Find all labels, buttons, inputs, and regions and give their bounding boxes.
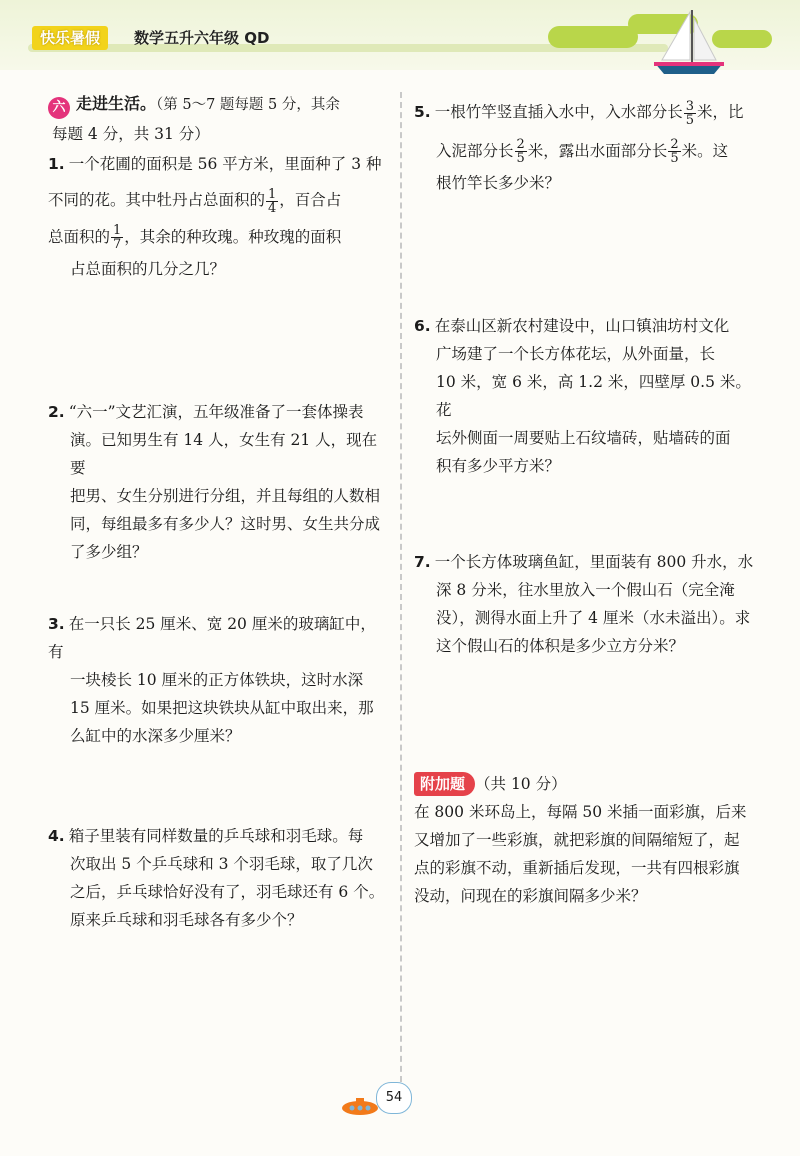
question-text: 米，露出水面部分长 <box>527 141 668 160</box>
question-text: 一个长方体玻璃鱼缸，里面装有 800 升水，水 <box>434 553 754 571</box>
extra-question <box>414 770 760 910</box>
question-4 <box>48 822 390 934</box>
question-number: 3. <box>48 615 65 633</box>
question-text: ，其余的种玫瑰。种玫瑰的面积 <box>124 227 342 246</box>
section-note: （第 5～7 题每题 5 分，其余 <box>156 97 340 113</box>
section-title: 走进生活。 <box>76 94 157 113</box>
question-text: 入泥部分长 <box>436 141 514 160</box>
question-text: ，百合占 <box>279 191 342 209</box>
question-text: 在泰山区新农村建设中，山口镇油坊村文化 <box>434 317 730 335</box>
fraction: $\frac{1}{7}$ <box>113 223 122 252</box>
question-text: 箱子里装有同样数量的乒乓球和羽毛球。每 <box>68 827 364 845</box>
question-text: 在一只长 25 厘米、宽 20 厘米的玻璃缸中，有 <box>48 615 376 661</box>
question-number: 5. <box>414 103 431 121</box>
question-text: 没动，问现在的彩旗间隔多少米？ <box>414 887 647 905</box>
question-text: 根竹竿长多少米？ <box>436 174 561 192</box>
section-number-badge: 六 <box>48 97 70 119</box>
column-divider <box>400 92 402 1092</box>
question-number: 1. <box>48 155 65 173</box>
fraction: $\frac{1}{4}$ <box>268 186 277 216</box>
question-2 <box>48 398 390 566</box>
extra-question-note: （共 10 分） <box>475 775 567 793</box>
question-text: 了多少组？ <box>70 543 148 561</box>
question-text: 占总面积的几分之几？ <box>70 260 226 278</box>
header-badge: 快乐暑假 <box>32 26 108 50</box>
question-6 <box>414 312 760 480</box>
fraction: $\frac{3}{5}$ <box>685 98 694 128</box>
question-text: 演。已知男生有 14 人，女生有 21 人，现在要 <box>70 431 378 477</box>
question-number: 6. <box>414 317 431 335</box>
question-text: 米，比 <box>696 103 744 121</box>
question-3 <box>48 610 390 750</box>
question-text: 积有多少平方米？ <box>436 457 561 475</box>
sailboat-icon <box>648 8 728 80</box>
question-text: 总面积的 <box>48 227 111 246</box>
question-text: 把男、女生分别进行分组，并且每组的人数相 <box>70 487 381 505</box>
question-text: 原来乒乓球和羽毛球各有多少个？ <box>70 911 303 929</box>
question-text: 一个花圃的面积是 56 平方米，里面种了 3 种 <box>68 155 382 173</box>
question-text: 么缸中的水深多少厘米？ <box>70 727 241 745</box>
question-text: 没），测得水面上升了 4 厘米（水未溢出）。求 <box>436 609 751 627</box>
question-7 <box>414 548 760 660</box>
question-text: 一根竹竿竖直插入水中，入水部分长 <box>434 103 683 121</box>
question-number: 2. <box>48 403 65 421</box>
question-text: 次取出 5 个乒乓球和 3 个羽毛球，取了几次 <box>70 855 373 873</box>
fraction: $\frac{2}{5}$ <box>670 137 679 166</box>
question-text: “六一”文艺汇演，五年级准备了一套体操表 <box>68 403 364 421</box>
fraction: $\frac{2}{5}$ <box>516 137 525 166</box>
page-number: 54 <box>376 1082 412 1114</box>
question-5 <box>414 98 760 197</box>
question-text: 10 米，宽 6 米，高 1.2 米，四壁厚 0.5 米。花 <box>436 373 751 419</box>
question-number: 4. <box>48 827 65 845</box>
section-header <box>48 90 390 119</box>
question-text: 点的彩旗不动，重新插后发现，一共有四根彩旗 <box>414 859 740 877</box>
question-text: 15 厘米。如果把这块铁块从缸中取出来，那 <box>70 699 374 717</box>
question-text: 这个假山石的体积是多少立方分米？ <box>436 637 685 655</box>
question-number: 7. <box>414 553 431 571</box>
section-note-line2: 每题 4 分，共 31 分） <box>52 125 210 143</box>
extra-question-badge: 附加题 <box>414 772 475 796</box>
question-text: 深 8 分米，往水里放入一个假山石（完全淹 <box>436 581 735 599</box>
question-text: 广场建了一个长方体花坛，从外面量，长 <box>436 345 716 363</box>
question-text: 又增加了一些彩旗，就把彩旗的间隔缩短了，起 <box>414 831 740 849</box>
question-text: 米。这 <box>681 141 729 160</box>
question-1 <box>48 150 390 283</box>
question-text: 之后，乒乓球恰好没有了，羽毛球还有 6 个。 <box>70 883 385 901</box>
header-title: 数学五升六年级 QD <box>134 29 270 47</box>
question-text: 坛外侧面一周要贴上石纹墙砖，贴墙砖的面 <box>436 429 731 447</box>
question-text: 同，每组最多有多少人？这时男、女生共分成 <box>70 515 381 533</box>
question-text: 一块棱长 10 厘米的正方体铁块，这时水深 <box>70 671 364 689</box>
question-text: 在 800 米环岛上，每隔 50 米插一面彩旗，后来 <box>414 803 747 821</box>
cloud-decoration <box>548 26 638 48</box>
question-text: 不同的花。其中牡丹占总面积的 <box>48 191 266 209</box>
